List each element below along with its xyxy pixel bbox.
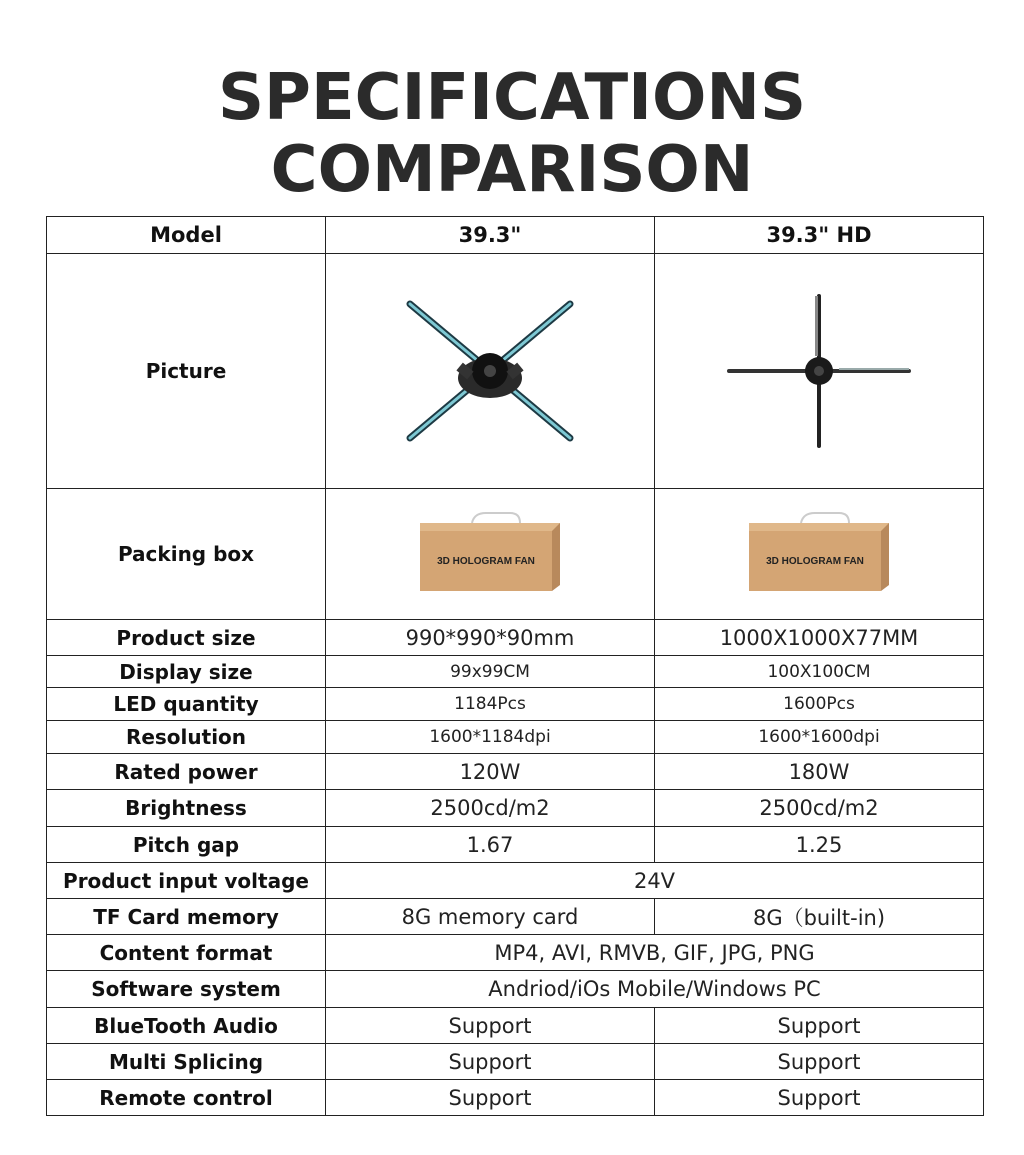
title-line-1: SPECIFICATIONS: [217, 61, 807, 135]
row-col1: Support: [326, 1080, 655, 1116]
row-label: LED quantity: [47, 688, 326, 721]
row-col1: 1184Pcs: [326, 688, 655, 721]
packing-box-image-2: [739, 509, 899, 599]
row-col1: Support: [326, 1008, 655, 1044]
row-col1: 99x99CM: [326, 656, 655, 688]
row-col2: 1600*1600dpi: [655, 721, 984, 754]
table-row: [47, 971, 984, 1008]
row-label: BlueTooth Audio: [47, 1008, 326, 1044]
row-label: Product input voltage: [47, 863, 326, 899]
table-row: [47, 790, 984, 827]
row-col1: 2500cd/m2: [326, 790, 655, 827]
packing-col2: [655, 489, 984, 620]
row-label: Content format: [47, 935, 326, 971]
table-row: [47, 827, 984, 863]
table-row: [47, 1044, 984, 1080]
packing-label: Packing box: [47, 489, 326, 620]
row-col2: Support: [655, 1044, 984, 1080]
row-label: Brightness: [47, 790, 326, 827]
row-col1: 8G memory card: [326, 899, 655, 935]
model-col1: 39.3": [326, 217, 655, 254]
table-row: [47, 754, 984, 790]
row-col2: Support: [655, 1080, 984, 1116]
table-row: [47, 1080, 984, 1116]
row-label: Display size: [47, 656, 326, 688]
table-row: [47, 899, 984, 935]
row-label: Pitch gap: [47, 827, 326, 863]
row-label: TF Card memory: [47, 899, 326, 935]
row-label: Multi Splicing: [47, 1044, 326, 1080]
box-text-1: 3D HOLOGRAM FAN: [437, 556, 535, 567]
row-col1: 1.67: [326, 827, 655, 863]
row-col1: 1600*1184dpi: [326, 721, 655, 754]
packing-box-image-1: [410, 509, 570, 599]
row-col1: 120W: [326, 754, 655, 790]
row-col2: 1.25: [655, 827, 984, 863]
hologram-fan-x-image: [390, 286, 590, 456]
table-row: [47, 620, 984, 656]
row-col2: 8G（built-in): [655, 899, 984, 935]
row-col2: 1600Pcs: [655, 688, 984, 721]
row-col2: 1000X1000X77MM: [655, 620, 984, 656]
row-col2: 100X100CM: [655, 656, 984, 688]
row-merged: 24V: [326, 863, 984, 899]
picture-col2: [655, 254, 984, 489]
table-row-model: [47, 217, 984, 254]
table-row: [47, 935, 984, 971]
row-col2: 180W: [655, 754, 984, 790]
model-col2: 39.3" HD: [655, 217, 984, 254]
table-row: [47, 688, 984, 721]
picture-col1: [326, 254, 655, 489]
row-col2: 2500cd/m2: [655, 790, 984, 827]
table-row: [47, 863, 984, 899]
row-col1: Support: [326, 1044, 655, 1080]
row-col1: 990*990*90mm: [326, 620, 655, 656]
page-title: [0, 62, 1024, 206]
title-line-2: COMPARISON: [270, 133, 754, 207]
row-label: Software system: [47, 971, 326, 1008]
hologram-fan-plus-image: [719, 286, 919, 456]
row-merged: Andriod/iOs Mobile/Windows PC: [326, 971, 984, 1008]
model-label: Model: [47, 217, 326, 254]
row-label: Product size: [47, 620, 326, 656]
row-label: Rated power: [47, 754, 326, 790]
row-merged: MP4, AVI, RMVB, GIF, JPG, PNG: [326, 935, 984, 971]
row-label: Resolution: [47, 721, 326, 754]
row-label: Remote control: [47, 1080, 326, 1116]
table-row: [47, 1008, 984, 1044]
box-text-2: 3D HOLOGRAM FAN: [766, 556, 864, 567]
packing-col1: [326, 489, 655, 620]
table-row-packing: [47, 489, 984, 620]
table-row: [47, 656, 984, 688]
table-row-picture: [47, 254, 984, 489]
picture-label: Picture: [47, 254, 326, 489]
row-col2: Support: [655, 1008, 984, 1044]
table-row: [47, 721, 984, 754]
spec-table: [46, 216, 984, 1116]
